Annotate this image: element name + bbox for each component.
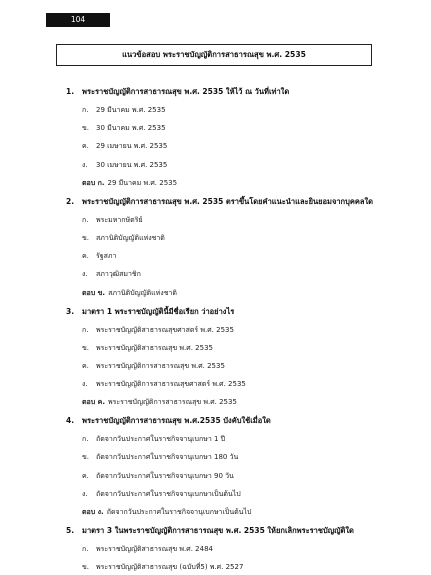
option-key: ก. (82, 545, 89, 553)
option-key: ก. (82, 106, 89, 114)
option-c (66, 471, 406, 481)
answer-text: พระราชบัญญัติการสาธารณสุข พ.ศ. 2535 (107, 398, 237, 407)
answer-line (66, 288, 406, 298)
question-number: 1. (66, 87, 75, 96)
option-key: ค. (82, 252, 89, 261)
question-text: มาตรา 3 ในพระราชบัญญัติการสาธารณสุข พ.ศ. 2535 ให้ยกเลิกพระราชบัญญัติใด (82, 526, 354, 535)
option-d (66, 489, 406, 499)
option-key: ค. (82, 361, 89, 370)
option-key: ก. (82, 215, 89, 224)
question-4 (66, 415, 406, 517)
option-key: ง. (82, 270, 88, 279)
answer-label: ตอบ ค. (82, 398, 105, 407)
option-c (66, 361, 406, 371)
question-list (66, 86, 406, 575)
option-c (66, 141, 406, 151)
option-text: พระมหากษัตริย์ (96, 215, 143, 224)
question-5 (66, 525, 406, 572)
question-text: พระราชบัญญัติการสาธารณสุข พ.ศ.2535 บังคับใช้เมื่อใด (82, 416, 271, 426)
answer-text: 29 มีนาคม พ.ศ. 2535 (107, 178, 178, 187)
option-c (66, 251, 406, 261)
option-text: สภาวุฒิสมาชิก (96, 270, 141, 279)
question-2 (66, 196, 406, 298)
option-d (66, 160, 406, 170)
answer-text: ถัดจากวันประกาศในราชกิจจานุเบกษาเป็นต้นไป (106, 508, 252, 516)
option-key: ข. (82, 233, 90, 242)
answer-line (66, 397, 406, 407)
option-text: พระราชบัญญัติสาธารณสุข พ.ศ. 2535 (96, 343, 213, 352)
option-text: 29 เมษายน พ.ศ. 2535 (96, 142, 168, 151)
option-a (66, 105, 406, 115)
option-key: ง. (82, 380, 88, 389)
option-text: 29 มีนาคม พ.ศ. 2535 (96, 106, 166, 114)
option-text: ถัดจากวันประกาศในราชกิจจานุเบกษาเป็นต้นไป (96, 489, 241, 498)
option-key: ก. (82, 435, 89, 444)
option-text: พระราชบัญญัติสาธารณสุขศาสตร์ พ.ศ. 2535 (96, 325, 234, 334)
option-b (66, 343, 406, 353)
answer-line (66, 178, 406, 188)
answer-label: ตอบ ข. (82, 288, 106, 297)
option-text: 30 มีนาคม พ.ศ. 2535 (96, 124, 166, 133)
page-number-tab: 104 (46, 13, 110, 27)
option-text: รัฐสภา (96, 252, 117, 261)
option-key: ค. (82, 142, 89, 151)
question-number: 2. (66, 196, 75, 206)
option-key: ข. (82, 124, 90, 133)
option-a (66, 325, 406, 335)
option-text: พระราชบัญญัติการสาธารณสุข พ.ศ. 2535 (96, 361, 225, 370)
option-b (66, 452, 406, 462)
question-text: มาตรา 1 พระราชบัญญัตินี้มีชื่อเรียก ว่าอย่างไร (82, 306, 235, 316)
question-text: พระราชบัญญัติการสาธารณสุข พ.ศ. 2535 ให้ไว้ ณ วันที่เท่าใด (82, 87, 290, 96)
question-header (66, 415, 406, 426)
option-text: ถัดจากวันประกาศในราชกิจจานุเบกษา 180 วัน (96, 453, 239, 462)
question-header (66, 525, 406, 536)
option-text: พระราชบัญญัติสาธารณสุข (ฉบับที่5) พ.ศ. 2527 (96, 563, 244, 572)
option-a (66, 215, 406, 225)
question-number: 3. (66, 306, 75, 316)
question-header (66, 306, 406, 317)
answer-label: ตอบ ก. (82, 178, 105, 187)
option-d (66, 269, 406, 279)
question-header (66, 196, 406, 207)
option-key: ข. (82, 563, 90, 572)
document-title-box: แนวข้อสอบ พระราชบัญญัติการสาธารณสุข พ.ศ. 2535 (56, 44, 372, 66)
question-1 (66, 86, 406, 188)
option-text: 30 เมษายน พ.ศ. 2535 (96, 160, 168, 169)
question-header (66, 86, 406, 97)
option-key: ข. (82, 343, 90, 352)
answer-text: สภานิติบัญญัติแห่งชาติ (108, 288, 177, 297)
option-key: ง. (82, 489, 88, 498)
question-3 (66, 306, 406, 408)
question-number: 5. (66, 526, 75, 535)
option-key: ค. (82, 471, 89, 480)
option-a (66, 434, 406, 444)
option-text: พระราชบัญญัติสาธารณสุข พ.ศ. 2484 (96, 545, 213, 553)
question-text: พระราชบัญญัติการสาธารณสุข พ.ศ. 2535 ตราขึ้นโดยคำแนะนำและยินยอมจากบุคคลใด (82, 196, 374, 206)
option-b (66, 233, 406, 243)
option-key: ข. (82, 453, 90, 462)
answer-line (66, 507, 406, 517)
option-text: ถัดจากวันประกาศในราชกิจจานุเบกษา 90 วัน (96, 471, 234, 480)
question-number: 4. (66, 416, 75, 426)
option-b (66, 562, 406, 572)
option-key: ง. (82, 160, 88, 169)
option-text: พระราชบัญญัติการสาธารณสุขศาสตร์ พ.ศ. 2535 (96, 380, 246, 389)
option-b (66, 123, 406, 133)
option-d (66, 379, 406, 389)
option-a (66, 544, 406, 554)
answer-label: ตอบ ง. (82, 508, 104, 516)
option-text: สภานิติบัญญัติแห่งชาติ (96, 233, 165, 242)
option-text: ถัดจากวันประกาศในราชกิจจานุเบกษา 1 ปี (96, 435, 226, 444)
option-key: ก. (82, 325, 89, 334)
